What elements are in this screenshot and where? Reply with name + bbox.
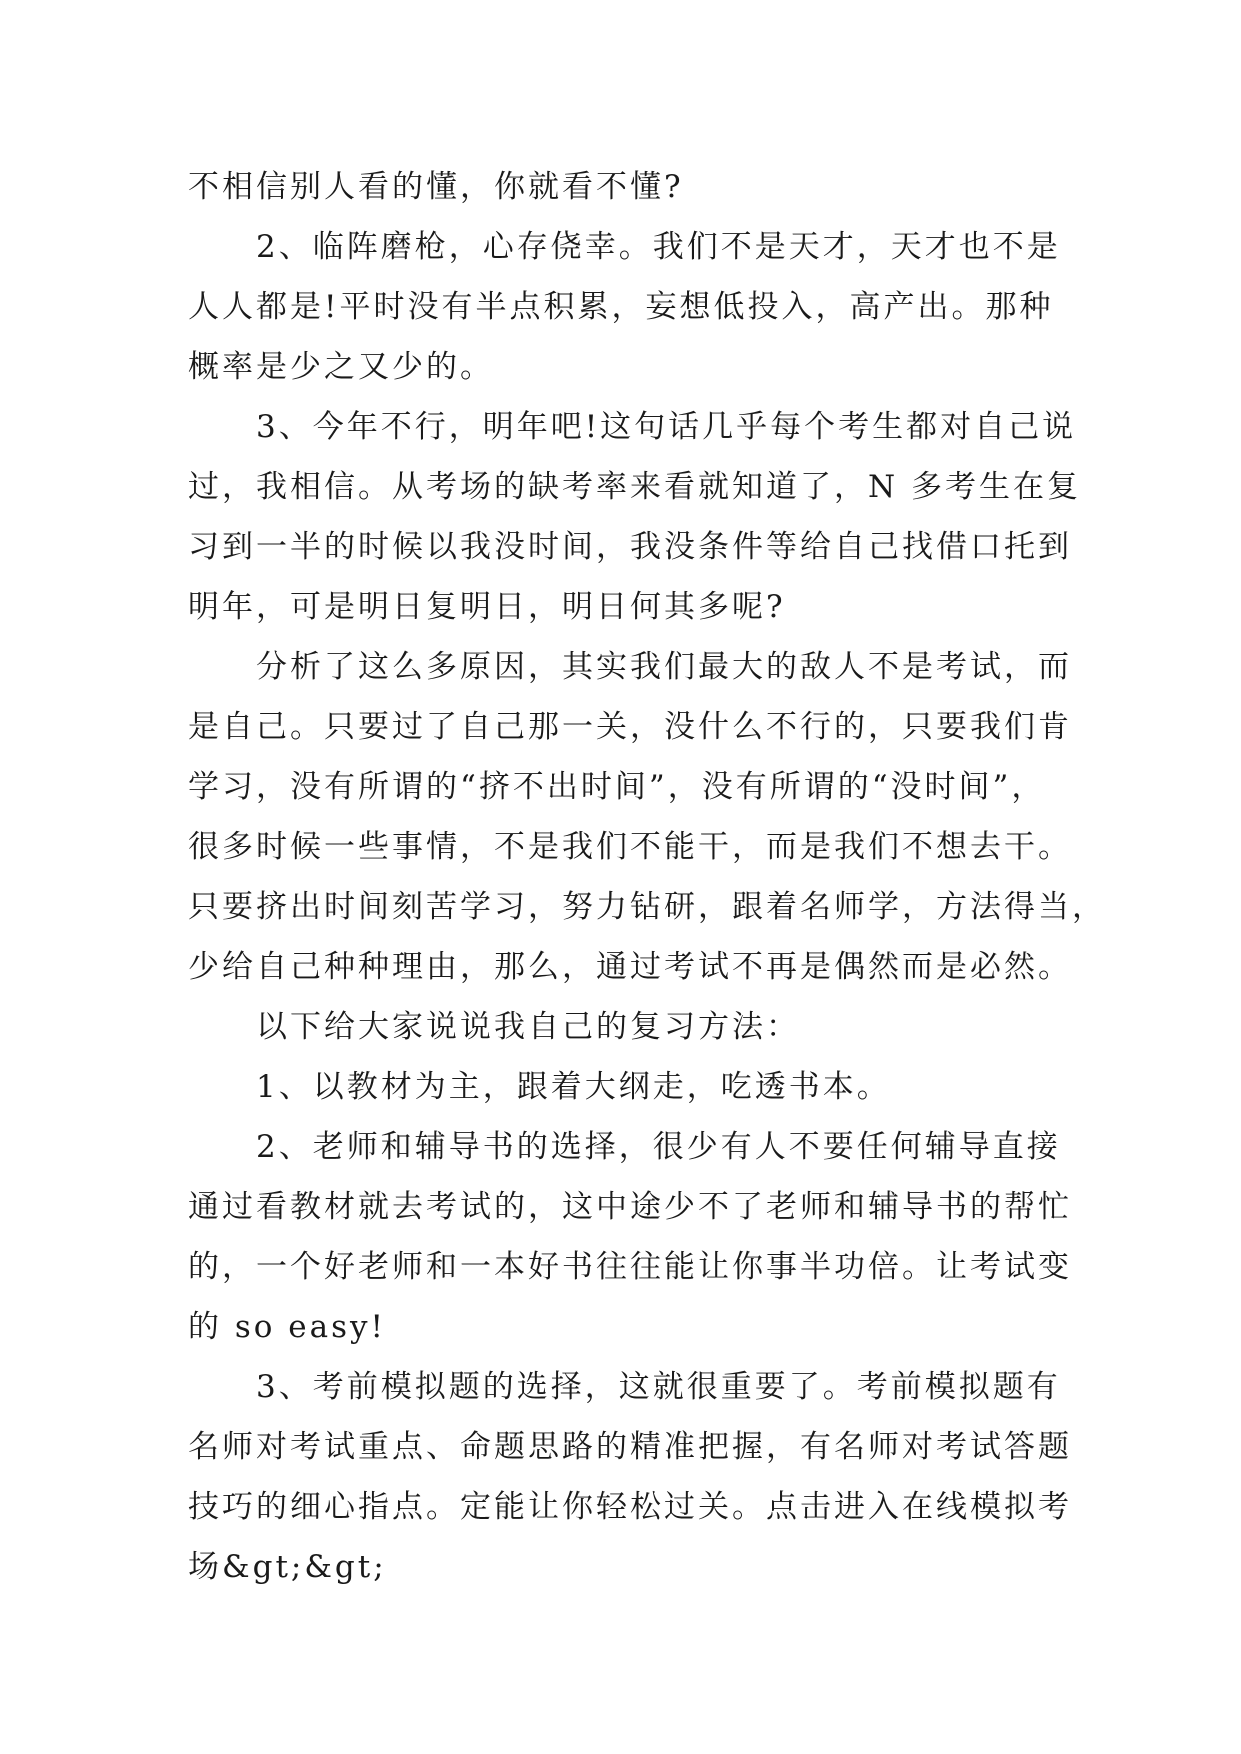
text-line-18: 通过看教材就去考试的，这中途少不了老师和辅导书的帮忙 [188,1189,1072,1225]
text-line-10: 是自己。只要过了自己那一关，没什么不行的，只要我们肯 [188,709,1072,745]
text-line-6: 过，我相信。从考场的缺考率来看就知道了，N 多考生在复 [188,469,1081,505]
text-line-21: 3、考前模拟题的选择，这就很重要了。考前模拟题有 [256,1369,1061,1405]
text-line-23: 技巧的细心指点。定能让你轻松过关。点击进入在线模拟考 [188,1489,1072,1525]
text-line-24: 场&gt;&gt; [188,1549,387,1585]
text-line-5: 3、今年不行，明年吧!这句话几乎每个考生都对自己说 [256,409,1077,445]
text-line-20: 的 so easy! [188,1309,386,1345]
text-line-1: 不相信别人看的懂，你就看不懂? [188,169,684,205]
text-line-19: 的，一个好老师和一本好书往往能让你事半功倍。让考试变 [188,1249,1072,1285]
text-line-15: 以下给大家说说我自己的复习方法： [256,1009,800,1045]
text-line-7: 习到一半的时候以我没时间，我没条件等给自己找借口托到 [188,529,1072,565]
text-line-4: 概率是少之又少的。 [188,349,494,385]
text-line-2: 2、临阵磨枪，心存侥幸。我们不是天才，天才也不是 [256,229,1061,265]
text-line-14: 少给自己种种理由，那么，通过考试不再是偶然而是必然。 [188,949,1072,985]
body-text [188,157,1106,1597]
text-line-12: 很多时候一些事情，不是我们不能干，而是我们不想去干。 [188,829,1072,865]
text-line-17: 2、老师和辅导书的选择，很少有人不要任何辅导直接 [256,1129,1061,1165]
text-line-3: 人人都是!平时没有半点积累，妄想低投入，高产出。那种 [188,289,1054,325]
text-line-16: 1、以教材为主，跟着大纲走，吃透书本。 [256,1069,891,1105]
text-line-22: 名师对考试重点、命题思路的精准把握，有名师对考试答题 [188,1429,1072,1465]
text-line-11: 学习，没有所谓的“挤不出时间”，没有所谓的“没时间”， [188,769,1046,805]
text-line-8: 明年，可是明日复明日，明日何其多呢? [188,589,786,625]
text-line-9: 分析了这么多原因，其实我们最大的敌人不是考试，而 [256,649,1072,685]
text-line-13: 只要挤出时间刻苦学习，努力钻研，跟着名师学，方法得当， [188,889,1106,925]
